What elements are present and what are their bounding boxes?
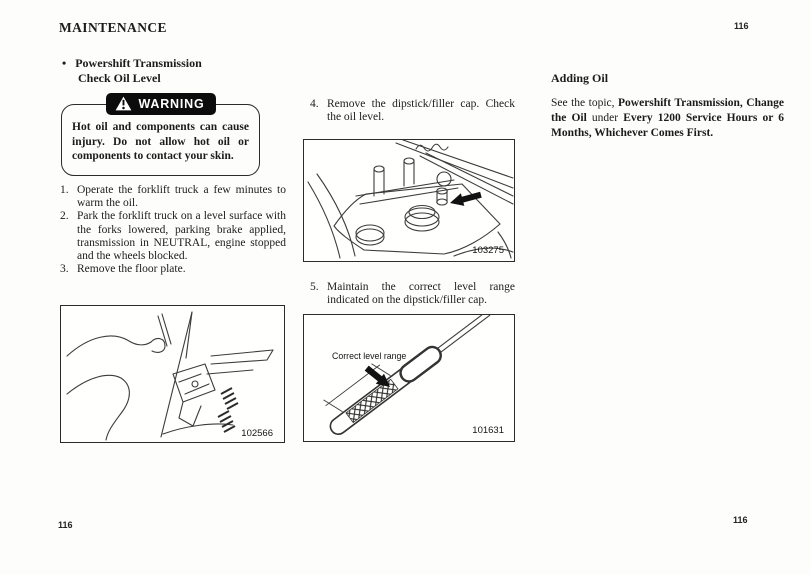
warning-triangle-icon (114, 96, 131, 111)
procedure-steps-1-3 (60, 184, 286, 276)
warning-badge-label: WARNING (138, 96, 205, 111)
step-number: 4. (310, 98, 319, 110)
page-number-top-right: 116 (734, 21, 749, 31)
adding-oil-heading: Adding Oil (551, 71, 609, 85)
step-item (60, 263, 286, 276)
paragraph-bold-topic: Powershift Transmission, Change the Oil (551, 97, 784, 125)
page-number-bottom-right: 116 (733, 515, 748, 525)
pointer-arrow-icon (365, 366, 390, 387)
pointer-arrow-icon (450, 192, 482, 206)
step-number: 5. (310, 281, 319, 293)
procedure-step-5 (310, 281, 515, 307)
step-text: Remove the dipstick/filler cap. Check the oil level. (327, 98, 515, 124)
topic-subtitle: Check Oil Level (78, 71, 161, 85)
procedure-step-4 (310, 98, 515, 124)
page-number-bottom-left: 116 (58, 520, 73, 530)
figure-number: 101631 (472, 425, 504, 436)
paragraph-bold-interval: Every 1200 Service Hours or 6 Months, Whichever Comes First. (551, 112, 784, 140)
step-text: Remove the floor plate. (77, 263, 186, 276)
dipstick-line-art (304, 315, 514, 441)
step-text: Operate the forklift truck a few minutes to warm the oil. (77, 184, 286, 210)
step-text: Maintain the correct level range indicated on the dipstick/filler cap. (327, 281, 515, 307)
figure-dipstick-location (303, 139, 515, 262)
figure-dipstick-level-range (303, 314, 515, 442)
topic-heading (62, 56, 287, 86)
bullet-icon: • (62, 56, 67, 70)
step-item (60, 210, 286, 263)
figure-number: 102566 (241, 428, 273, 439)
figure-label: Correct level range (332, 351, 407, 361)
warning-badge (105, 93, 215, 115)
warning-box (61, 96, 260, 176)
topic-title: Powershift Transmission (75, 56, 202, 70)
step-text: Park the forklift truck on a level surface with the forks lowered, parking brake applied, transmission in NEUTRAL, engine stopped and the wheels blocked. (77, 210, 286, 263)
transmission-line-art (304, 140, 514, 261)
paragraph-text: under (586, 112, 624, 125)
step-item (60, 184, 286, 210)
figure-floor-plate (60, 305, 285, 443)
step-number: 2. (60, 210, 69, 223)
adding-oil-paragraph (551, 96, 784, 142)
section-title: MAINTENANCE (59, 20, 167, 35)
paragraph-text: See the topic, (551, 97, 619, 109)
step-number: 1. (60, 184, 69, 196)
step-number: 3. (60, 263, 69, 276)
figure-number: 103275 (472, 245, 504, 256)
warning-text: Hot oil and components can cause injury. Do not allow hot oil or components to contact your skin. (72, 121, 249, 163)
floor-plate-line-art (61, 306, 284, 442)
